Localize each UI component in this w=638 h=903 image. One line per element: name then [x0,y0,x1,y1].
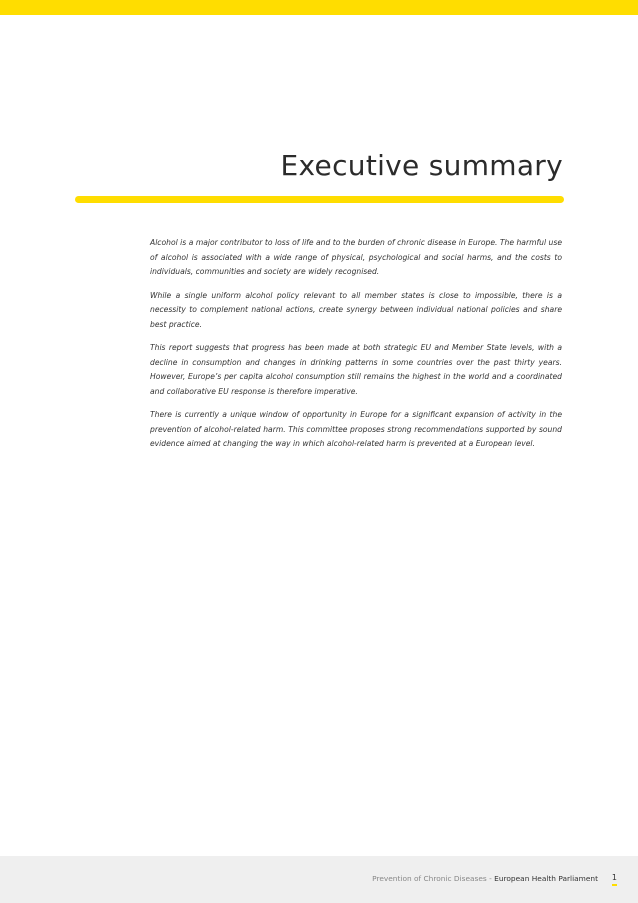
paragraph-2: While a single uniform alcohol policy relevant to all member states is close to impossible, there is a necessity to complement national actions, create synergy between individual national policies and share best practice. [150,290,562,329]
paragraph-1: Alcohol is a major contributor to loss of life and to the burden of chronic disease in Europe. The harmful use of alcohol is associated with a wide range of physical, psychological and social harms, and the costs to individuals, communities and society are widely recognised. [150,238,562,276]
footer-caption [372,873,598,885]
paragraph-4: There is currently a unique window of opportunity in Europe for a significant expansion of activity in the prevention of alcohol-related harm. This committee proposes strong recommendations supported by sound evidence aimed at changing the way in which alcohol-related harm is prevented at a European level. [150,410,562,448]
page-footer [0,856,638,903]
page-number: 1 [612,872,617,886]
paragraph-3: This report suggests that progress has been made at both strategic EU and Member State levels, with a decline in consumption and changes in drinking patterns in some countries over the past thirty years. However, Europe’s per capita alcohol consumption still remains the highest in the world and a coordinated and collaborative EU response is therefore imperative. [150,343,562,396]
summary-body [150,236,562,461]
footer-organization: European Health Parliament [494,874,598,883]
footer-subtitle: Prevention of Chronic Diseases [372,874,487,883]
top-accent-bar [0,0,638,15]
page-title: Executive summary [280,149,563,182]
title-underline [75,196,564,203]
footer-separator: - [486,874,495,883]
